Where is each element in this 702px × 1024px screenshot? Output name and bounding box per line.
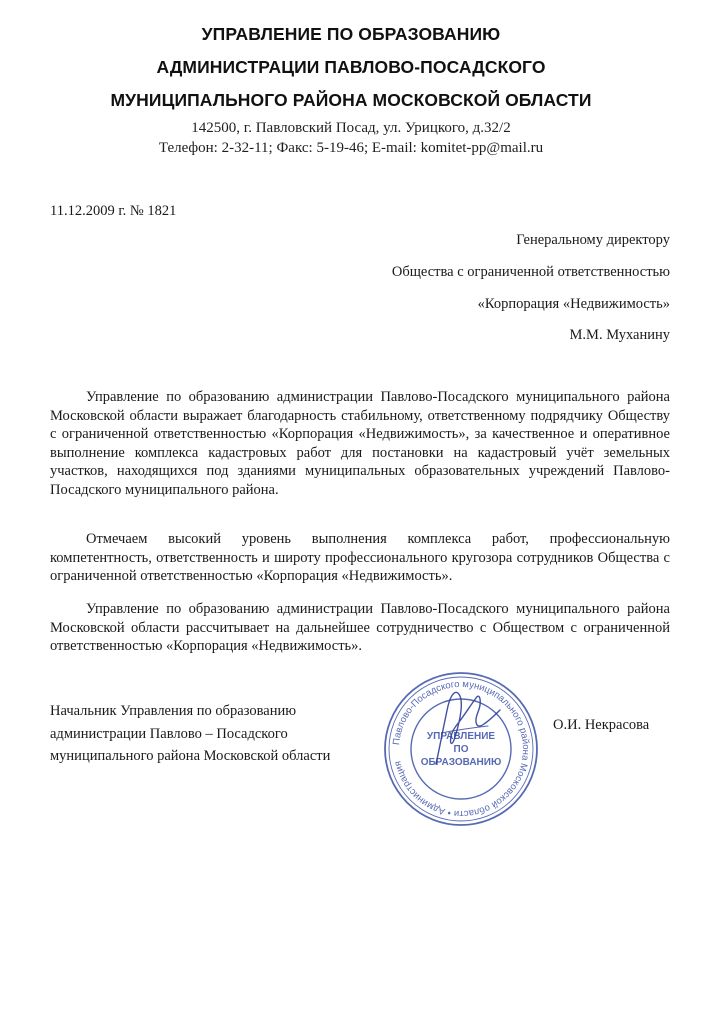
stamp-center-line-1: УПРАВЛЕНИЕ [426,731,496,742]
addressee-line-2: Общества с ограниченной ответственностью [391,264,670,280]
header-phones: Телефон: 2-32-11; Факс: 5-19-46; E-mail: komitet-pp@mail.ru [158,140,544,156]
header-address: 142500, г. Павловский Посад, ул. Урицкого, д.32/2 [191,120,511,136]
signatory-title-line-2: администрации Павлово – Посадского [50,725,288,742]
addressee-line-3: «Корпорация «Недвижимость» [477,296,670,312]
signatory-name: О.И. Некрасова [553,717,650,733]
header-title-line-1: УПРАВЛЕНИЕ ПО ОБРАЗОВАНИЮ [201,24,501,44]
addressee-line-1: Генеральному директору [516,232,670,248]
body-paragraph-2: Отмечаем высокий уровень выполнения комплекса работ, профессиональную компетентность, ответственность и широту профессионального кругозора сотрудников Общества с ограниченной ответственностью «Корпорация «Недвижимость». [50,531,670,585]
body-paragraph-1: Управление по образованию администрации Павлово-Посадского муниципального района Московской области выражает благодарность стабильному, ответственному подрядчику Обществу с ограниченной ответственностью «Корпорация «Недвижимость», за качественное и оперативное выполнение комплекса кадастровых работ для постановки на кадастровый учёт земельных участков, находящихся под зданиями муниципальных образовательных учреждений Павлово-Посадского муниципального района. [50,389,670,498]
stamp-center-line-2: ПО [453,744,469,755]
addressee-line-4: М.М. Муханину [569,327,670,343]
signatory-title-line-3: муниципального района Московской области [50,748,331,764]
handwritten-signature [418,676,508,776]
header-title-line-2: АДМИНИСТРАЦИИ ПАВЛОВО-ПОСАДСКОГО [156,57,546,77]
stamp-center-line-3: ОБРАЗОВАНИЮ [420,757,502,768]
header-title-line-3: МУНИЦИПАЛЬНОГО РАЙОНА МОСКОВСКОЙ ОБЛАСТИ [110,90,592,110]
body-paragraph-3: Управление по образованию администрации Павлово-Посадского муниципального района Московской области рассчитывает на дальнейшее сотрудничество с Обществом с ограниченной ответственностью «Корпорация «Недвижимость». [50,601,670,655]
signatory-title-line-1: Начальник Управления по образованию [50,703,297,719]
date-number: 11.12.2009 г. № 1821 [50,203,177,219]
stamp-ring-textpath: Павлово-Посадского муниципального района Московской области • Администрация [391,678,532,820]
signatory-title [50,700,330,768]
